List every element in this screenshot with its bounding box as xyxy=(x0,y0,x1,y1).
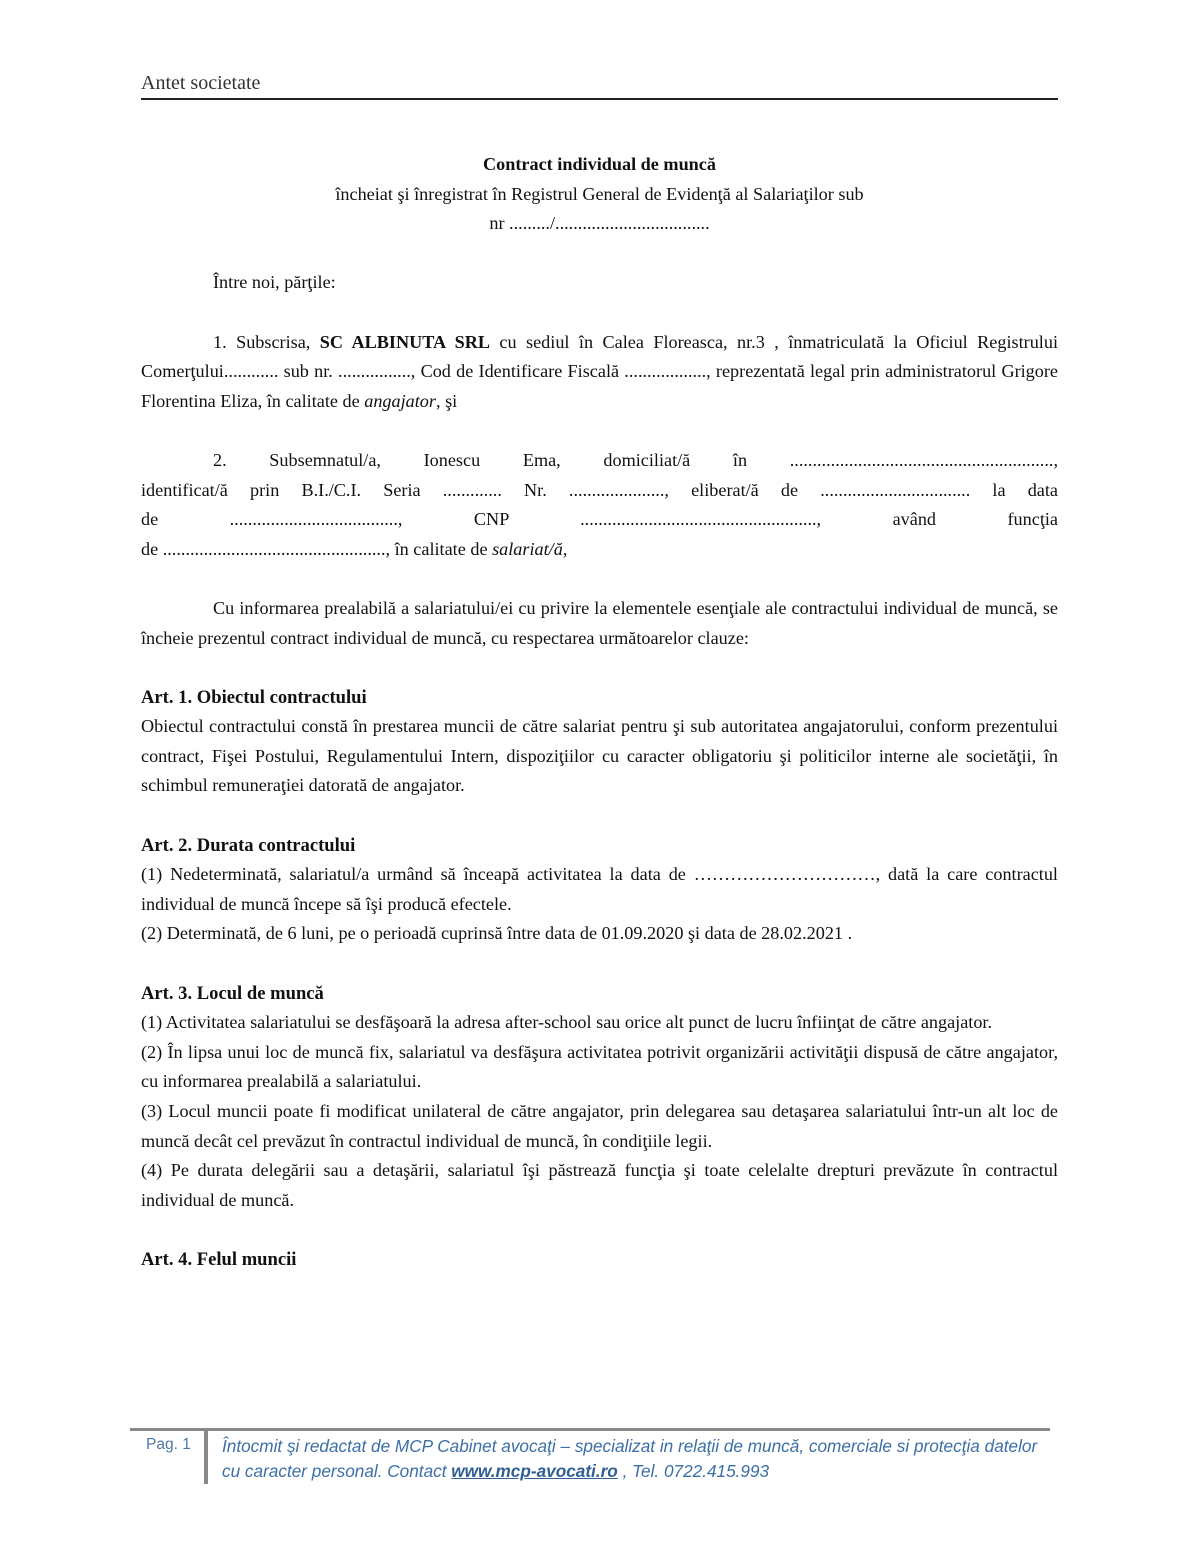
registration-number: nr ........./.................................. xyxy=(489,213,710,234)
party2-line-1: 2. Subsemnatul/a, Ionescu Ema, domiciliat/ă în .........................................................., xyxy=(213,449,1058,470)
party2-line-2: identificat/ă prin B.I./C.I. Seria ............. Nr. ....................., eliberat/ă de ................................. la data xyxy=(141,479,1058,500)
page-header xyxy=(141,72,1058,100)
footer-vertical-divider xyxy=(204,1431,208,1484)
footer-divider xyxy=(130,1428,1050,1431)
document-subtitle: încheiat şi înregistrat în Registrul General de Evidenţă al Salariaţilor sub xyxy=(335,183,864,204)
contact-website-link[interactable]: www.mcp-avocati.ro xyxy=(451,1461,618,1481)
party2-line-3: de ....................................., CNP ...................................................., având funcţia xyxy=(141,509,1058,530)
preamble: Cu informarea prealabilă a salariatului/ei cu privire la elementele esenţiale ale contractului individual de muncă, se încheie prezentul contract individual de muncă, cu respectarea următoarelor clauze: xyxy=(141,597,1058,648)
art3-paragraph-1: (1) Activitatea salariatului se desfăşoară la adresa after-school sau orice alt punct de lucru înfiinţat de către angajator. xyxy=(141,1012,993,1033)
art1-heading: Art. 1. Obiectul contractului xyxy=(141,686,367,708)
art2-heading: Art. 2. Durata contractului xyxy=(141,834,356,856)
party-employee xyxy=(141,446,1058,564)
party2-line-4-tail: , xyxy=(562,538,568,559)
employer-role: angajator xyxy=(364,390,436,411)
footer-note xyxy=(222,1434,1052,1484)
art2-paragraph-1: (1) Nedeterminată, salariatul/a urmând să înceapă activitatea la data de …………………………, dată la care contractul individual de muncă începe să îşi producă efectele. xyxy=(141,864,1058,914)
employee-role: salariat/ă xyxy=(492,538,563,559)
footer-phone: , Tel. 0722.415.993 xyxy=(617,1461,770,1481)
party1-tail: , şi xyxy=(435,390,458,411)
art2-paragraph-2: (2) Determinată, de 6 luni, pe o perioadă cuprinsă între data de 01.09.2020 şi data de 28.02.2021 . xyxy=(141,923,853,944)
page-number: Pag. 1 xyxy=(146,1436,191,1453)
art3-paragraph-2: (2) În lipsa unui loc de muncă fix, salariatul va desfăşura activitatea potrivit organizării activităţii dispusă de către angajator, cu informarea prealabilă a salariatului. xyxy=(141,1041,1058,1092)
footer-text: Întocmit şi redactat de MCP Cabinet avocaţi – specializat in relaţii de muncă, comerciale si protecţia datelor cu caracter personal. Contact xyxy=(222,1436,1038,1481)
party1-text: cu sediul în Calea Floreasca, nr.3 , înmatriculată la Oficiul Registrului Comerţului............ sub nr. ................, Cod de Identificare Fiscală .................., reprezentată legal prin administratorul Grigore Florentina Eliza, în calitate de xyxy=(141,331,1058,411)
employer-company-name: SC ALBINUTA SRL xyxy=(319,331,490,352)
document-body xyxy=(141,150,1058,1275)
party2-line-4 xyxy=(141,535,1058,565)
art3-paragraph-3: (3) Locul muncii poate fi modificat unilateral de către angajator, prin delegarea sau detaşarea salariatului într-un alt loc de muncă decât cel prevăzut în contractul individual de muncă, în condiţiile legii. xyxy=(141,1101,1058,1151)
company-header-label: Antet societate xyxy=(141,72,261,94)
party2-line-4-text: de ................................................., în calitate de xyxy=(141,538,493,559)
art4-heading: Art. 4. Felul muncii xyxy=(141,1248,297,1270)
art3-paragraph-4: (4) Pe durata delegării sau a detaşării, salariatul îşi păstrează funcţia şi toate celelalte drepturi prevăzute în contractul individual de muncă. xyxy=(141,1160,1058,1210)
party-employer xyxy=(141,328,1058,417)
document-title: Contract individual de muncă xyxy=(483,154,716,174)
parties-intro: Între noi, părţile: xyxy=(213,272,336,293)
art1-body: Obiectul contractului constă în prestarea muncii de către salariat pentru şi sub autoritatea angajatorului, conform prezentului contract, Fişei Postului, Regulamentului Intern, dispoziţiilor cu caracter obligatoriu şi politicilor interne ale societăţii, în schimbul remuneraţiei datorată de angajator. xyxy=(141,716,1058,796)
party1-prefix: 1. Subscrisa, xyxy=(213,331,320,352)
page-footer xyxy=(130,1428,1050,1488)
art3-heading: Art. 3. Locul de muncă xyxy=(141,982,324,1004)
